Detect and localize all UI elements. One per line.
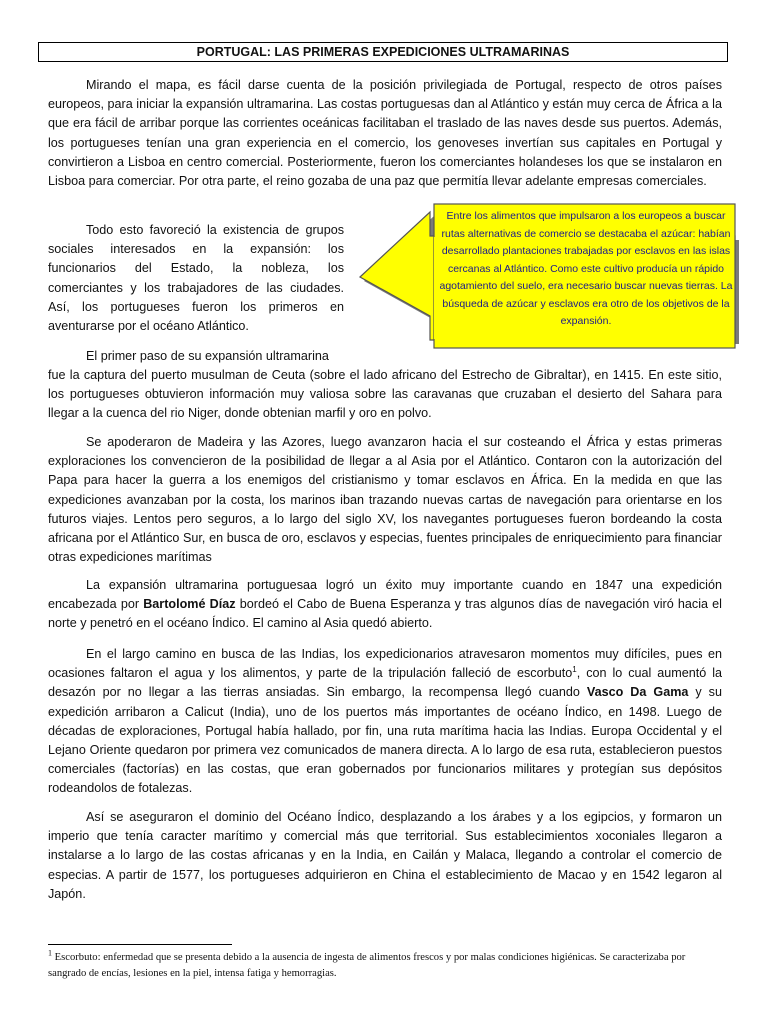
footnote-ref[interactable]: 1: [572, 665, 577, 675]
document-title: PORTUGAL: LAS PRIMERAS EXPEDICIONES ULTRAMARINAS: [38, 42, 728, 62]
p5-text-b: bordeó el Cabo de Buena Esperanza y tras algunos días de navegación viró hacia el norte y penetró en el océano Índico. El camino al Asia quedó abierto.: [48, 597, 722, 631]
paragraph-social-groups: Todo esto favoreció la existencia de grupos sociales interesados en la expansión: los funcionarios del Estado, la nobleza, los comerciantes y los trabajadores de las ciudades. Así, los portugueses fueron los primeros en aventurarse por el océano Atlántico.: [48, 223, 344, 334]
footnote-divider: [48, 944, 232, 945]
footnote: [48, 950, 722, 982]
paragraph-geography: Mirando el mapa, es fácil darse cuenta de la posición privilegiada de Portugal, respecto de otros países europeos, para iniciar la expansión ultramarina. Las costas portuguesas dan al Atlántico y están muy cerca de África a la que era fácil de arribar porque las corrientes oceánicas facilitaban el traslado de las naves desde sus puertos. Además, los portugueses tenían una gran experiencia en el comercio, los genoveses invertían sus capitales en Portugal y convirtieron a Lisboa en centro comercial. Posteriormente, fueron los comerciantes holandeses los que se instalaron en Lisboa para comerciar. Por otra parte, el reino gozaba de una paz que permitía llevar adelante empresas comerciales.: [48, 78, 722, 189]
paragraph-ceuta-start: El primer paso de su expansión ultramarina: [86, 349, 329, 363]
p6-text-b: , con lo cual aumentó la desazón por no llegar a las tierras ansiadas. Sin embargo, la recompensa llegó cuando: [48, 666, 722, 700]
p6-text-c: y su expedición arribaron a Calicut (India), uno de los puertos más importantes de océano Índico, en 1498. Luego de décadas de exploraciones, Portugal había hallado, por fin, una ruta marítima hacia las Indias. Europa Occidental y el Lejano Oriente quedaron por primera vez comunicados de manera directa. A lo largo de esa ruta, establecieron puestos comerciales (factorías) en las costas, que eran gobernados por funcionarios militares y protegían sus depósitos rodeandolos de fotalezas.: [48, 685, 722, 796]
p5-text-a: La expansión ultramarina portuguesaa logró un éxito muy importante cuando en 1847 una expedición encabezada por: [48, 578, 722, 612]
p6-text-a: En el largo camino en busca de las Indias, los expedicionarios atravesaron momentos muy difíciles, pues en ocasiones faltaron el agua y los alimentos, y parte de la tripulación falleció de escorbuto: [48, 647, 722, 681]
paragraph-vasco-da-gama: [48, 645, 722, 799]
paragraph-madeira-azores: Se apoderaron de Madeira y las Azores, luego avanzaron hacia el sur costeando el África y estas primeras exploraciones los convencieron de la posibilidad de llegar a al Asia por el Atlántico. Contaron con la autorización del Papa para hacer la guerra a los enemigos del cristianismo y tomar esclavos en África. En la medida en que las expediciones avanzaban por la costa, los marinos iban trazando nuevas cartas de navegación para orientarse en los futuros viajes. Lentos pero seguros, a lo largo del siglo XV, los navegantes portugueses fueron bordeando la costa africana por el Atlántico Sur, en busca de oro, esclavos y especias, fuentes principales de enriquecimiento para financiar otras expediciones marítimas: [48, 435, 722, 565]
footnote-marker: 1: [48, 948, 52, 958]
paragraph-bartolome-diaz: [48, 576, 722, 634]
footnote-text: Escorbuto: enfermedad que se presenta debido a la ausencia de ingesta de alimentos frescos y por malas condiciones higiénicas. Se caracterizaba por sangrado de encías, lesiones en la piel, intensa fatiga y hemorragias.: [48, 952, 686, 979]
paragraph-indian-ocean: Así se aseguraron el dominio del Océano Índico, desplazando a los árabes y a los egipcios, y formaron un imperio que tenía caracter marítimo y comercial más que territorial. Sus establecimientos xoconiales llegaron a instalarse a lo largo de las costas africanas y en la India, en Cailán y Malaca, llegando a controlar el comercio de especias. A partir de 1577, los portugueses adquirieron en China el establecimiento de Macao y en 1542 legaron al Japón.: [48, 810, 722, 901]
name-bartolome-diaz: Bartolomé Díaz: [143, 597, 236, 612]
name-vasco-da-gama: Vasco Da Gama: [586, 685, 689, 700]
callout-text: Entre los alimentos que impulsaron a los europeos a buscar rutas alternativas de comercio se destacaba el azúcar: habían desarrollado plantaciones trabajadas por esclavos en las islas cercanas al Atlántico. Como este cultivo producía un rápido agotamiento del suelo, era necesario buscar nuevas tierras. La búsqueda de azúcar y esclavos era otro de los objetivos de la expansión.: [439, 210, 733, 327]
paragraph-ceuta: fue la captura del puerto musulman de Ceuta (sobre el lado africano del Estrecho de Gibraltar), en 1415. En este sitio, los portugueses obtuvieron información muy valiosa sobre las caravanas que cruzaban el desierto del Sahara para llegar a la cuenca del rio Niger, donde obtenian marfil y oro en polvo.: [48, 368, 722, 421]
